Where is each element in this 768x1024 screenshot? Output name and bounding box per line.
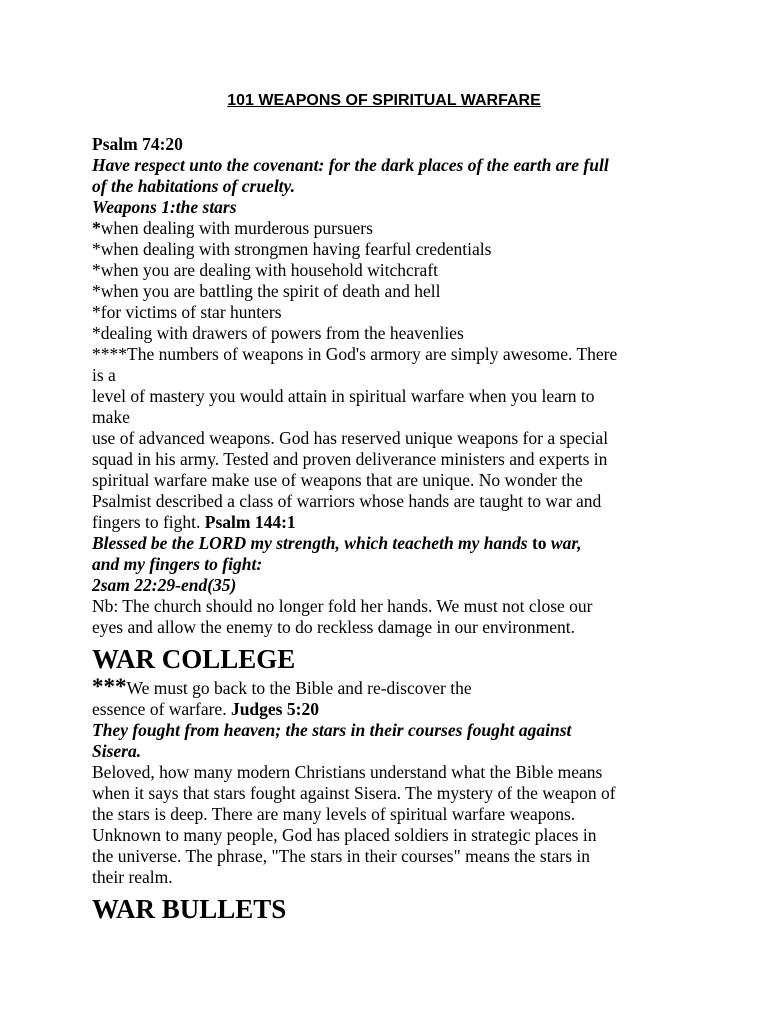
paragraph-text: We must go back to the Bible and re-discover the	[126, 678, 472, 698]
paragraph-line: ****The numbers of weapons in God's armory are simply awesome. There	[92, 344, 618, 364]
asterisk-mark: ***	[92, 674, 127, 699]
verse-text: war,	[546, 533, 582, 553]
bullet-asterisk: *	[92, 218, 101, 238]
bullet-item: *dealing with drawers of powers from the heavenlies	[92, 323, 464, 343]
verse-text: Blessed be the LORD my strength, which teacheth my hands	[92, 533, 532, 553]
document-title: 101 WEAPONS OF SPIRITUAL WARFARE	[227, 92, 541, 109]
scripture-verse: and my fingers to fight:	[92, 554, 263, 574]
paragraph-text: fingers to fight.	[92, 512, 205, 532]
scripture-verse: Have respect unto the covenant: for the dark places of the earth are full	[92, 155, 609, 175]
bullet-item: *when you are battling the spirit of death and hell	[92, 281, 441, 301]
paragraph-line: their realm.	[92, 867, 173, 887]
bullet-item: *when dealing with strongmen having fearful credentials	[92, 239, 492, 259]
paragraph-text: essence of warfare.	[92, 699, 231, 719]
document-page	[92, 88, 692, 926]
paragraph-line: level of mastery you would attain in spiritual warfare when you learn to	[92, 386, 595, 406]
bullet-text: when dealing with murderous pursuers	[100, 218, 373, 238]
paragraph-line: use of advanced weapons. God has reserved unique weapons for a special	[92, 428, 609, 448]
paragraph-line: make	[92, 407, 130, 427]
note-line: eyes and allow the enemy to do reckless damage in our environment.	[92, 617, 576, 637]
scripture-verse: of the habitations of cruelty.	[92, 176, 296, 196]
weapons-heading: Weapons 1:the stars	[92, 197, 237, 217]
bullet-item	[92, 218, 692, 239]
bullet-item: *for victims of star hunters	[92, 302, 282, 322]
paragraph-line	[92, 699, 692, 720]
scripture-verse	[92, 533, 692, 554]
paragraph-line: squad in his army. Tested and proven deliverance ministers and experts in	[92, 449, 608, 469]
paragraph-line: spiritual warfare make use of weapons that are unique. No wonder the	[92, 470, 583, 490]
scripture-verse: Sisera.	[92, 741, 142, 761]
bullet-item: *when you are dealing with household witchcraft	[92, 260, 439, 280]
paragraph-line: the stars is deep. There are many levels of spiritual warfare weapons.	[92, 804, 576, 824]
scripture-reference: Psalm 74:20	[92, 134, 183, 154]
paragraph-line: Unknown to many people, God has placed soldiers in strategic places in	[92, 825, 597, 845]
section-heading-war-college: WAR COLLEGE	[92, 644, 296, 674]
paragraph-line	[92, 676, 692, 699]
scripture-reference: Psalm 144:1	[204, 512, 296, 532]
paragraph-line: the universe. The phrase, "The stars in their courses" means the stars in	[92, 846, 590, 866]
paragraph-line: when it says that stars fought against Sisera. The mystery of the weapon of	[92, 783, 616, 803]
scripture-reference: Judges 5:20	[230, 699, 319, 719]
paragraph-line	[92, 512, 692, 533]
note-line: Nb: The church should no longer fold her hands. We must not close our	[92, 596, 593, 616]
verse-text: to	[531, 533, 547, 553]
scripture-verse: They fought from heaven; the stars in their courses fought against	[92, 720, 572, 740]
paragraph-line: Psalmist described a class of warriors whose hands are taught to war and	[92, 491, 602, 511]
paragraph-line: is a	[92, 365, 116, 385]
section-heading-war-bullets: WAR BULLETS	[92, 894, 287, 924]
scripture-reference: 2sam 22:29-end(35)	[92, 575, 237, 595]
paragraph-line: Beloved, how many modern Christians understand what the Bible means	[92, 762, 603, 782]
